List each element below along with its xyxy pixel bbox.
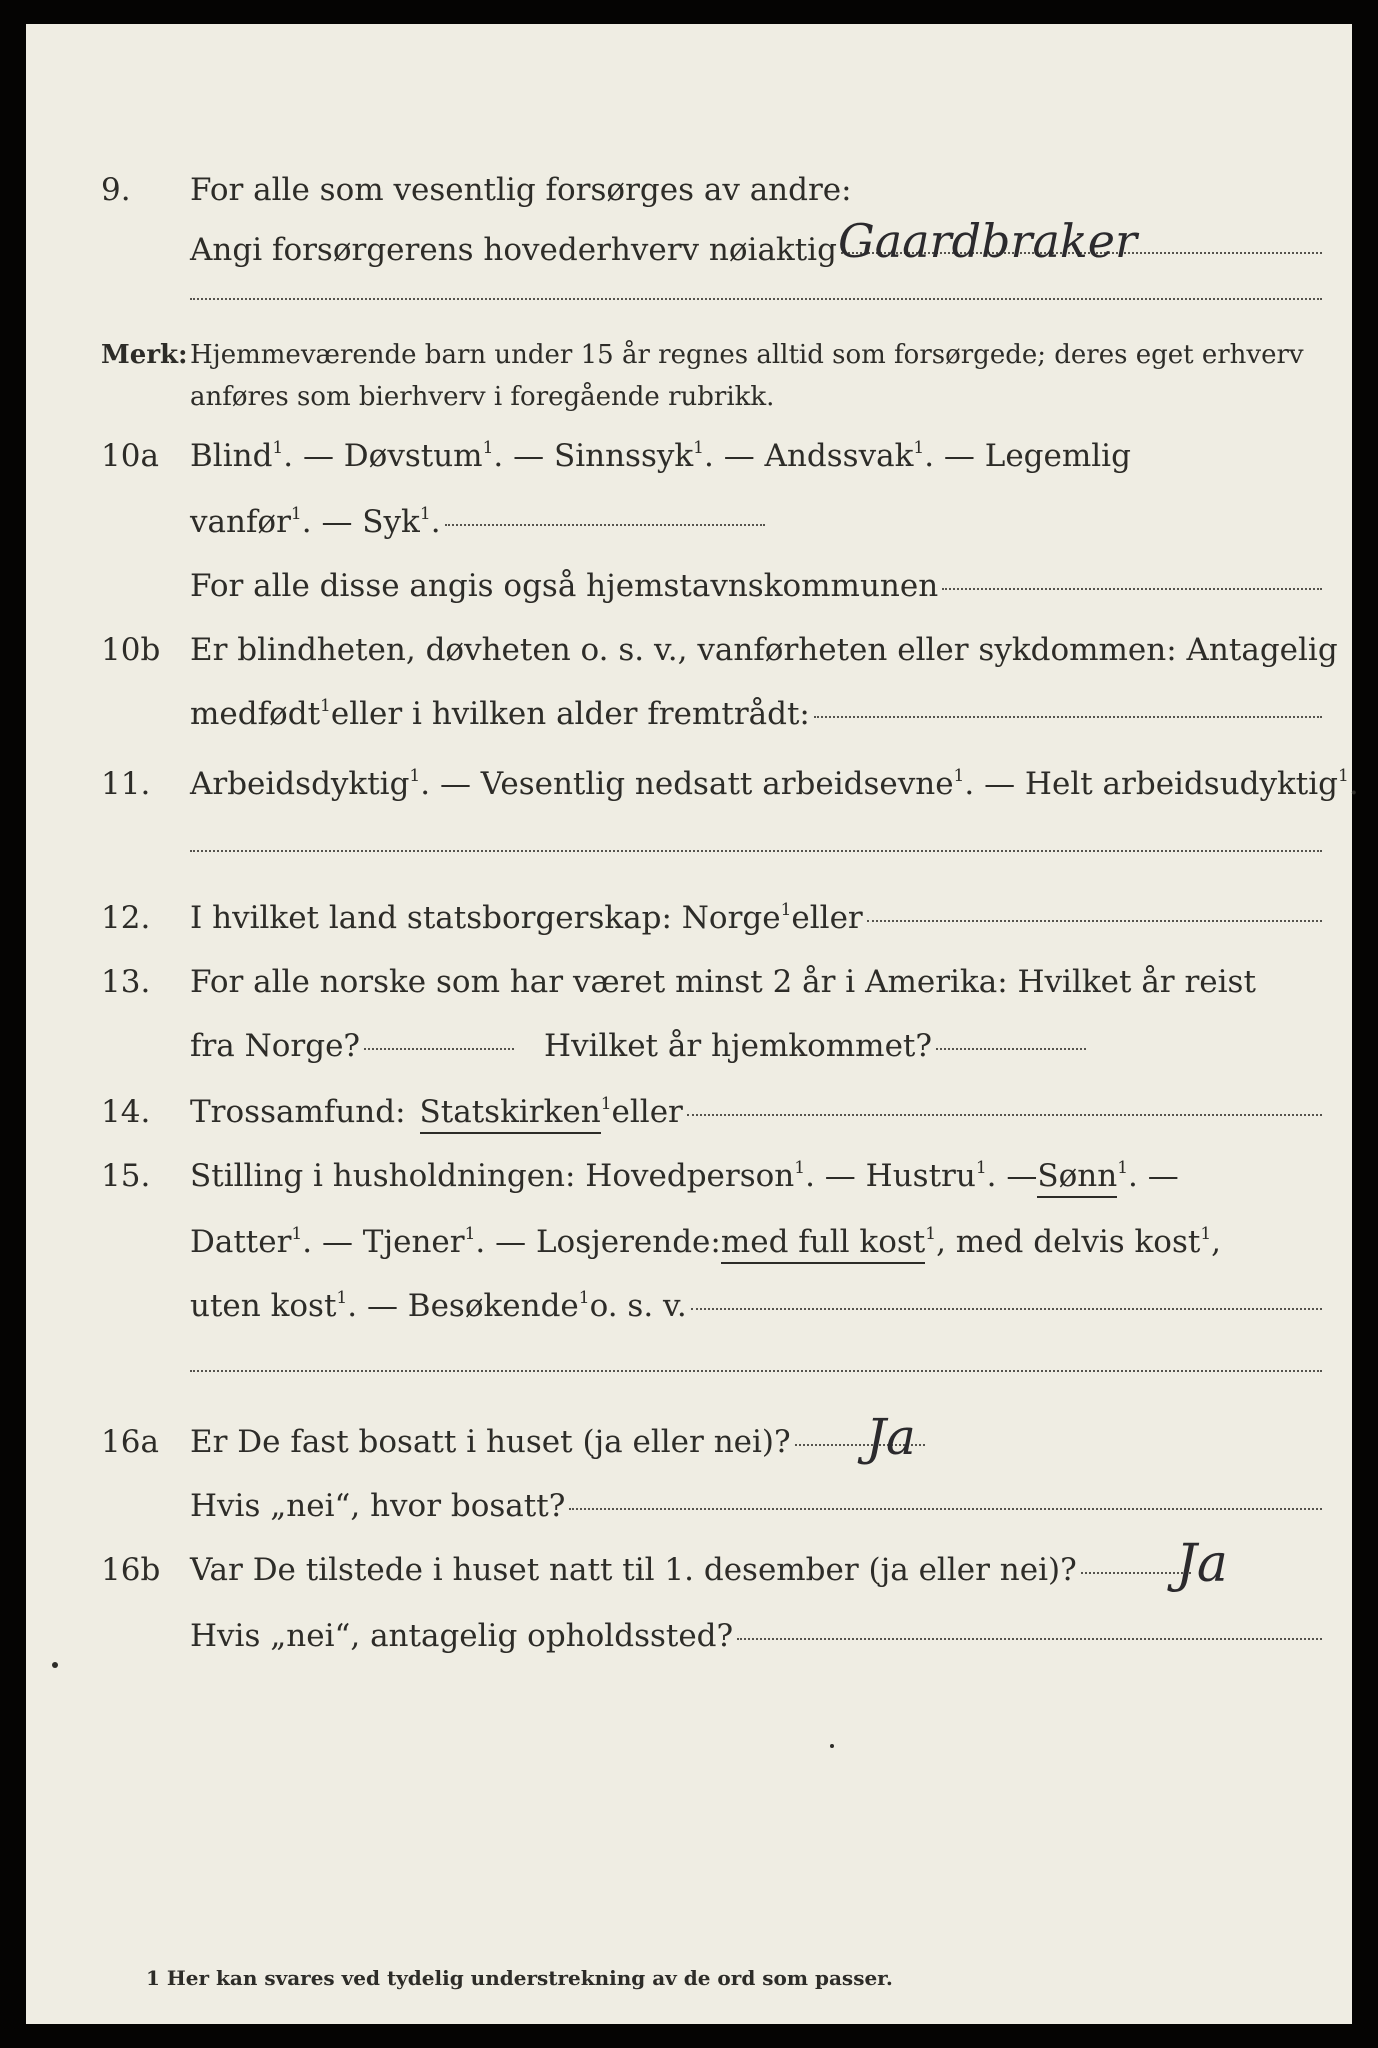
question-12: [26, 892, 1352, 944]
question-16b-line1: [26, 1544, 1352, 1596]
option-text: . — Legemlig: [924, 438, 1131, 474]
footnote: 1 Her kan svares ved tydelig understrekning av de ord som passer.: [146, 1966, 893, 1990]
footnote-marker: 1: [482, 438, 494, 458]
option-text: vanfør: [190, 504, 291, 540]
question-text: eller: [611, 1094, 683, 1130]
option-text: . — Vesentlig nedsatt arbeidsevne: [420, 766, 954, 802]
footnote-marker: 1: [794, 1158, 806, 1178]
question-number: 16b: [101, 1552, 161, 1588]
answer-line: [936, 1047, 1086, 1050]
underlined-answer: Statskirken: [420, 1094, 601, 1134]
footnote-marker: 1: [780, 900, 792, 920]
option-text: uten kost: [190, 1288, 337, 1324]
question-text: fra Norge?: [190, 1028, 361, 1064]
question-10a-line2: [26, 496, 1352, 548]
footnote-marker: 1: [272, 438, 284, 458]
answer-line: [190, 298, 1322, 300]
question-10a-line1: [26, 430, 1352, 482]
answer-line: [569, 1507, 1322, 1510]
answer-line: [190, 1370, 1322, 1372]
answer-line: [691, 1307, 1322, 1310]
option-text: Datter: [190, 1224, 292, 1260]
answer-line: [942, 587, 1322, 590]
answer-line: [445, 523, 765, 526]
option-text: . — Syk: [301, 504, 420, 540]
question-9-line2: [26, 224, 1352, 276]
answer-line: [737, 1637, 1322, 1640]
question-10a-line3: [26, 560, 1352, 612]
question-13-line1: [26, 956, 1352, 1008]
footnote-marker: 1: [925, 1224, 937, 1244]
question-text: For alle disse angis også hjemstavnskommunen: [190, 568, 939, 604]
note-text: Hjemmeværende barn under 15 år regnes alltid som forsørgede; deres eget erhverv: [190, 340, 1304, 370]
note-line2: [26, 374, 1352, 426]
answer-line: [867, 919, 1322, 922]
answer-line: [364, 1047, 514, 1050]
handwritten-occupation: Gaardbraker: [838, 214, 1137, 268]
footnote-marker: 1: [464, 1224, 476, 1244]
option-text: . — Helt arbeidsudyktig: [964, 766, 1339, 802]
answer-line: [687, 1113, 1322, 1116]
footnote-marker: 1: [953, 766, 965, 786]
option-text: , med delvis kost: [936, 1224, 1201, 1260]
underlined-answer: Sønn: [1037, 1158, 1117, 1198]
question-15-line1: [26, 1150, 1352, 1202]
option-text: o. s. v.: [589, 1288, 687, 1324]
question-text: Hvis „nei“, hvor bosatt?: [190, 1488, 566, 1524]
note-text: anføres som bierhverv i foregående rubrikk.: [190, 382, 775, 412]
footnote-marker: 1: [409, 766, 421, 786]
option-text: . —: [1128, 1158, 1179, 1194]
question-text: Hvis „nei“, antagelig opholdssted?: [190, 1618, 734, 1654]
footnote-marker: 1: [336, 1288, 348, 1308]
ink-speck: [52, 1662, 58, 1668]
footnote-marker: 1: [1338, 766, 1349, 786]
option-text: medfødt: [190, 696, 321, 732]
answer-line: [814, 715, 1322, 718]
footnote-marker: 1: [693, 438, 704, 458]
option-text: .: [1348, 766, 1359, 802]
question-number: 9.: [101, 172, 131, 208]
handwritten-answer: Ja: [1176, 1534, 1228, 1594]
option-text: . — Tjener: [302, 1224, 465, 1260]
footnote-marker: 1: [600, 1094, 612, 1114]
note-label: Merk:: [101, 340, 188, 370]
question-16a-line2: [26, 1480, 1352, 1532]
footnote-marker: 1: [419, 504, 431, 524]
question-10b-line2: [26, 688, 1352, 740]
option-text: Blind: [190, 438, 273, 474]
question-number: 15.: [101, 1158, 151, 1194]
question-text: For alle som vesentlig forsørges av andre:: [190, 172, 852, 208]
underlined-answer: med full kost: [721, 1224, 925, 1264]
question-number: 10a: [101, 438, 159, 474]
option-text: .: [430, 504, 441, 540]
question-16a-line1: [26, 1416, 1352, 1468]
question-9-line1: [26, 164, 1352, 216]
ink-speck: [830, 1744, 834, 1748]
answer-line: [190, 850, 1322, 852]
census-form-page: [26, 24, 1359, 2024]
option-text: ,: [1211, 1224, 1222, 1260]
footnote-marker: 1: [290, 504, 302, 524]
footnote-marker: 1: [320, 696, 331, 716]
question-16b-line2: [26, 1610, 1352, 1662]
question-text: Var De tilstede i huset natt til 1. desember (ja eller nei)?: [190, 1552, 1077, 1588]
footnote-marker: 1: [578, 1288, 590, 1308]
question-text: For alle norske som har været minst 2 år i Amerika: Hvilket år reist: [190, 964, 1256, 1000]
footnote-marker: 1: [291, 1224, 303, 1244]
question-text: Trossamfund:: [190, 1094, 406, 1130]
footnote-marker: 1: [1200, 1224, 1212, 1244]
option-text: Stilling i husholdningen: Hovedperson: [190, 1158, 795, 1194]
question-text: Angi forsørgerens hovederhverv nøiaktig: [190, 232, 837, 268]
option-text: Arbeidsdyktig: [190, 766, 410, 802]
question-text: Er De fast bosatt i huset (ja eller nei)?: [190, 1424, 791, 1460]
question-text: I hvilket land statsborgerskap: Norge: [190, 900, 781, 936]
answer-line: [1081, 1571, 1191, 1574]
question-11: [26, 758, 1359, 810]
footnote-marker: 1: [913, 438, 925, 458]
handwritten-answer: Ja: [866, 1408, 916, 1466]
question-number: 14.: [101, 1094, 151, 1130]
question-15-line2: [26, 1216, 1352, 1268]
question-number: 12.: [101, 900, 151, 936]
question-text: eller i hvilken alder fremtrådt:: [330, 696, 810, 732]
question-number: 10b: [101, 632, 161, 668]
question-number: 16a: [101, 1424, 159, 1460]
question-text: Er blindheten, døvheten o. s. v., vanførheten eller sykdommen: Antagelig: [190, 632, 1338, 668]
question-number: 13.: [101, 964, 151, 1000]
footnote-marker: 1: [975, 1158, 987, 1178]
option-text: . — Sinnssyk: [493, 438, 694, 474]
question-10b-line1: [26, 624, 1352, 676]
option-text: . — Døvstum: [283, 438, 483, 474]
option-text: . — Andssvak: [704, 438, 914, 474]
question-14: [26, 1086, 1352, 1138]
question-15-line3: [26, 1280, 1352, 1332]
question-text: Hvilket år hjemkommet?: [544, 1028, 933, 1064]
question-text: eller: [791, 900, 863, 936]
question-number: 11.: [101, 766, 151, 802]
option-text: . — Losjerende:: [475, 1224, 721, 1260]
option-text: . —: [986, 1158, 1038, 1194]
option-text: . — Hustru: [805, 1158, 976, 1194]
question-13-line2: [26, 1020, 1352, 1072]
footnote-marker: 1: [1117, 1158, 1129, 1178]
option-text: . — Besøkende: [347, 1288, 579, 1324]
